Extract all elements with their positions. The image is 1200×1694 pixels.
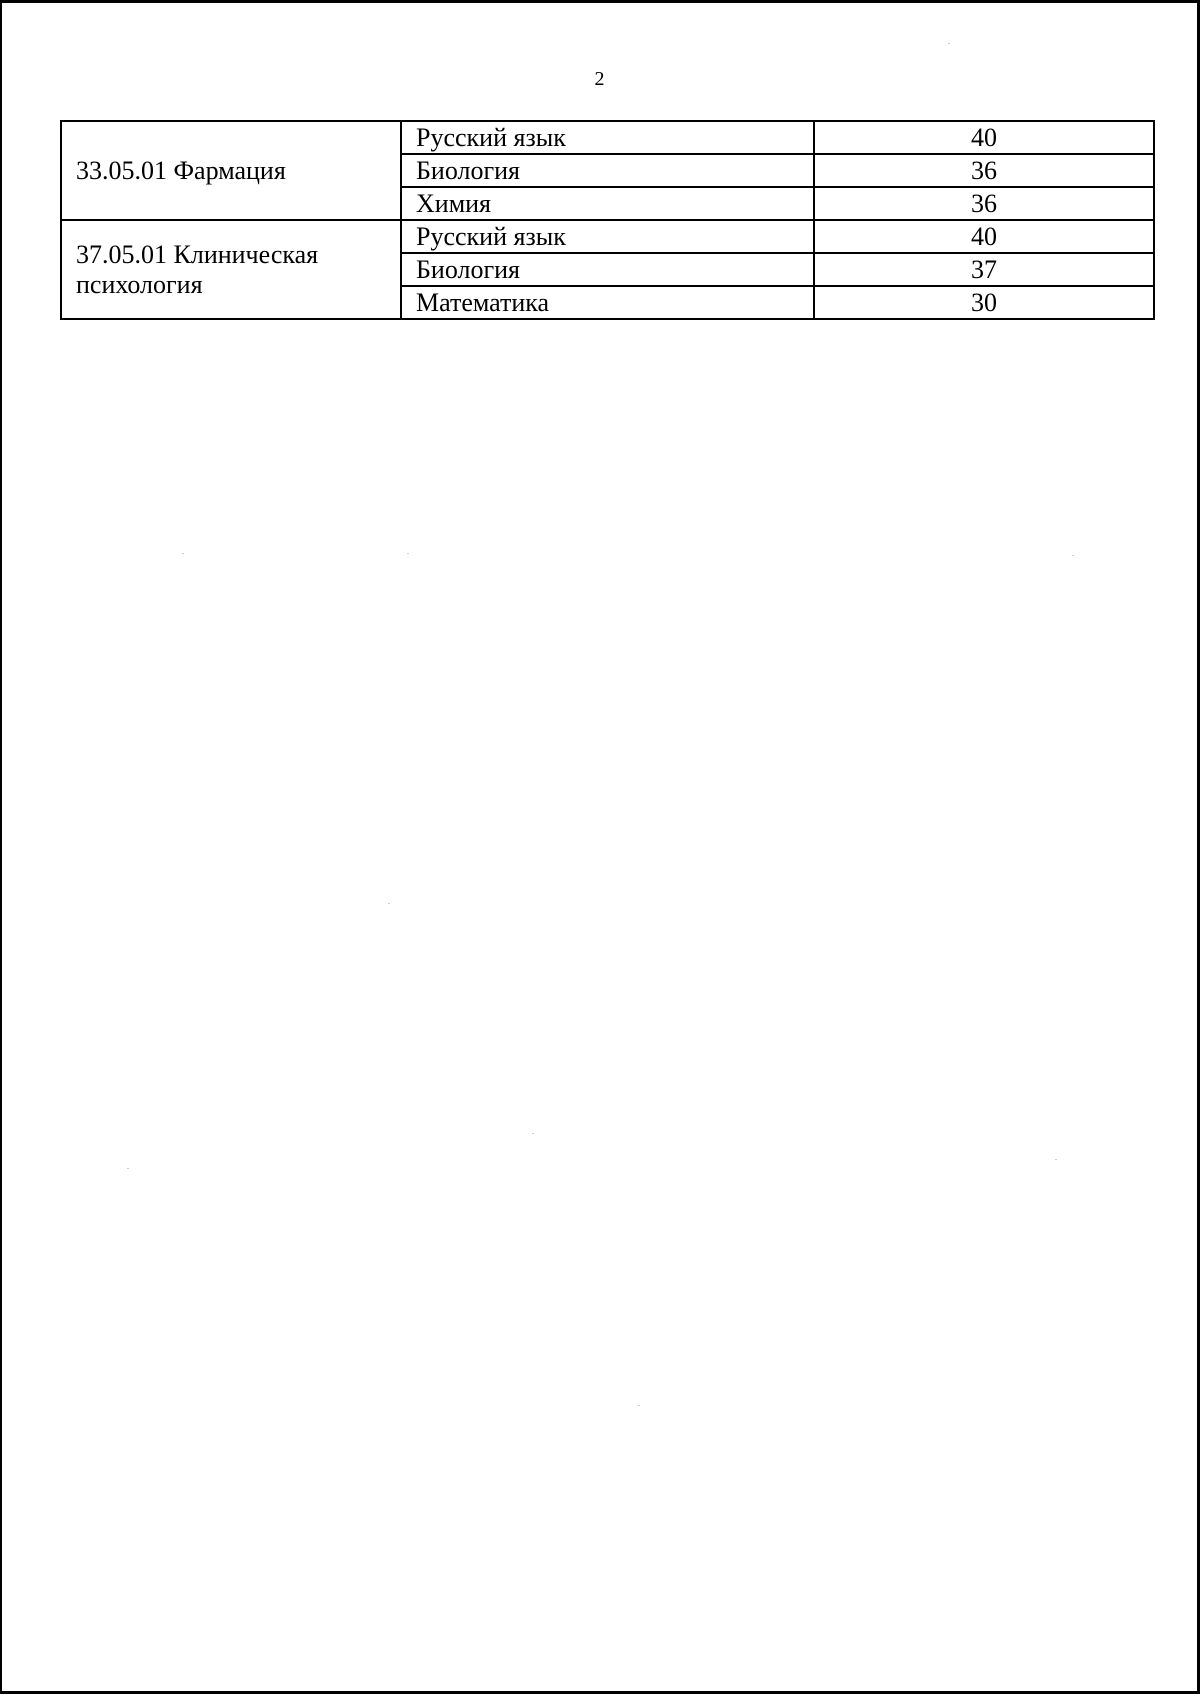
page-number: 2	[594, 68, 605, 90]
subject-cell: Химия	[401, 187, 814, 220]
subject-cell: Биология	[401, 154, 814, 187]
program-cell: 37.05.01 Клиническая психология	[61, 220, 401, 319]
table-row	[61, 220, 1154, 253]
table-row	[61, 121, 1154, 154]
score-cell: 36	[814, 187, 1154, 220]
score-cell: 37	[814, 253, 1154, 286]
score-cell: 40	[814, 220, 1154, 253]
subject-cell: Русский язык	[401, 121, 814, 154]
subject-cell: Биология	[401, 253, 814, 286]
subject-cell: Русский язык	[401, 220, 814, 253]
min-scores-table	[60, 120, 1155, 320]
score-cell: 30	[814, 286, 1154, 319]
subject-cell: Математика	[401, 286, 814, 319]
program-cell: 33.05.01 Фармация	[61, 121, 401, 220]
score-cell: 40	[814, 121, 1154, 154]
score-cell: 36	[814, 154, 1154, 187]
